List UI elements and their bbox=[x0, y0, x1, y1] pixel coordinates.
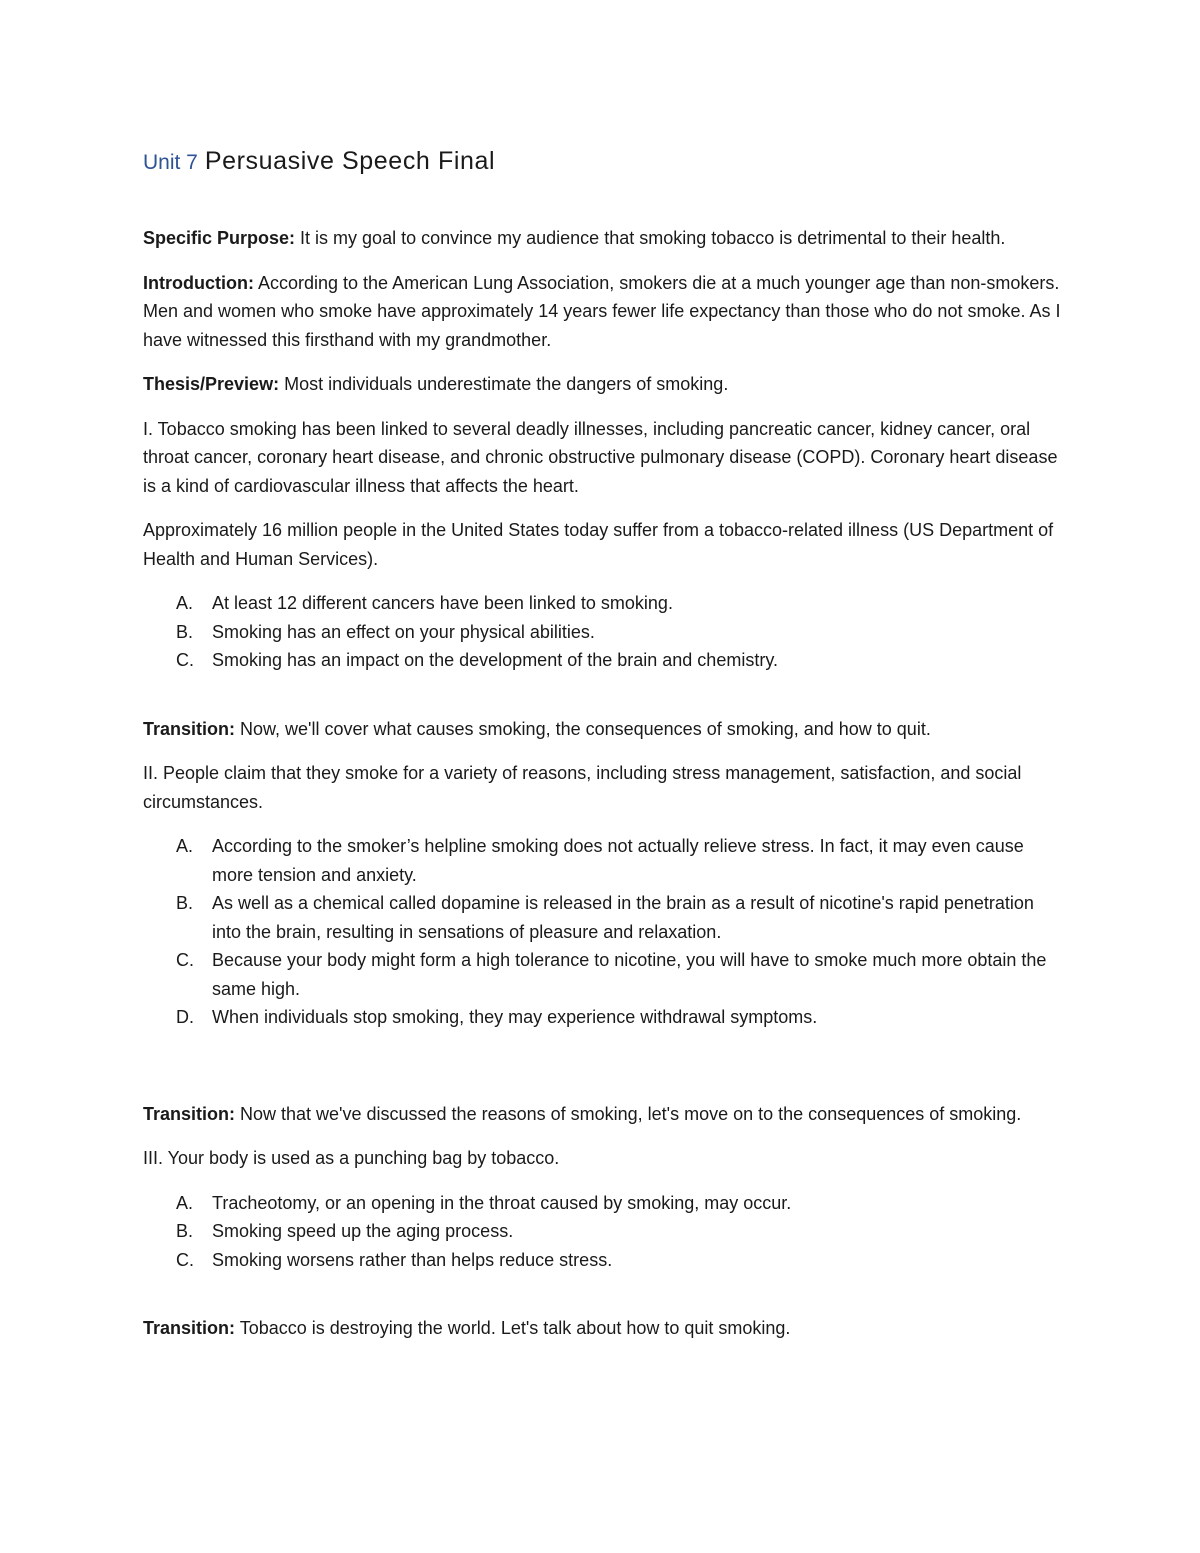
main-point-1-statistic: Approximately 16 million people in the United States today suffer from a tobacco-related illness (US Department of Health and Human Services). bbox=[143, 520, 1054, 569]
thesis-text: Most individuals underestimate the dangers of smoking. bbox=[279, 374, 729, 394]
list-item bbox=[143, 1246, 1063, 1275]
list-item-text: Smoking has an impact on the development of the brain and chemistry. bbox=[212, 650, 778, 670]
list-marker: C. bbox=[176, 1249, 194, 1270]
list-item bbox=[143, 646, 1063, 675]
transition-1-text: Now, we'll cover what causes smoking, the consequences of smoking, and how to quit. bbox=[235, 718, 931, 739]
list-marker: C. bbox=[176, 950, 194, 970]
spacer bbox=[143, 691, 1063, 715]
list-item bbox=[143, 946, 1063, 1003]
list-marker: A. bbox=[176, 836, 194, 856]
list-item-text: Smoking has an effect on your physical abilities. bbox=[212, 621, 595, 642]
list-item-text: As well as a chemical called dopamine is released in the brain as a result of nicotine's rapid penetration into the brain, resulting in sensations of pleasure and relaxation. bbox=[212, 893, 1034, 942]
transition-3-text: Tobacco is destroying the world. Let's talk about how to quit smoking. bbox=[235, 1318, 791, 1338]
list-item-text: Because your body might form a high tolerance to nicotine, you will have to smoke much more obtain the same high. bbox=[212, 950, 1047, 999]
transition-1-label: Transition: bbox=[143, 718, 236, 739]
list-item bbox=[143, 889, 1063, 946]
title-unit: Unit 7 bbox=[143, 151, 198, 174]
specific-purpose-text: It is my goal to convince my audience that smoking tobacco is detrimental to their health. bbox=[295, 228, 1006, 248]
list-item bbox=[143, 618, 1063, 647]
list-marker: B. bbox=[176, 621, 194, 642]
transition-3-paragraph bbox=[143, 1314, 1063, 1343]
introduction-paragraph bbox=[143, 269, 1063, 355]
transition-2-paragraph bbox=[143, 1100, 1063, 1129]
list-marker: A. bbox=[176, 1192, 194, 1213]
main-point-1: I. Tobacco smoking has been linked to several deadly illnesses, including pancreatic cancer, kidney cancer, oral throat cancer, coronary heart disease, and chronic obstructive pulmonary disease (COPD). Coronary heart disease is a kind of cardiovascular illness that affects the heart. bbox=[143, 418, 1058, 496]
title-main: Persuasive Speech Final bbox=[204, 147, 496, 175]
introduction-label: Introduction: bbox=[143, 272, 254, 293]
list-item-text: At least 12 different cancers have been linked to smoking. bbox=[212, 593, 673, 613]
list-item-text: Smoking speed up the aging process. bbox=[212, 1221, 514, 1241]
main-point-3: III. Your body is used as a punching bag by tobacco. bbox=[143, 1148, 560, 1168]
list-marker: D. bbox=[176, 1007, 194, 1027]
list-item bbox=[143, 589, 1063, 618]
list-marker: B. bbox=[176, 893, 194, 913]
introduction-text: According to the American Lung Association, smokers die at a much younger age than non-smokers. Men and women who smoke have approximately 14 years fewer life expectancy than those who do not smoke. As I have witnessed this firsthand with my grandmother. bbox=[143, 272, 1061, 350]
list-item bbox=[143, 1003, 1063, 1032]
transition-3-label: Transition: bbox=[143, 1318, 236, 1338]
document-body bbox=[143, 224, 1063, 1359]
list-marker: C. bbox=[176, 650, 194, 670]
list-item-text: When individuals stop smoking, they may experience withdrawal symptoms. bbox=[212, 1007, 818, 1027]
document-title bbox=[143, 144, 495, 180]
spacer bbox=[143, 1048, 1063, 1100]
thesis-label: Thesis/Preview: bbox=[143, 374, 280, 394]
transition-1-paragraph bbox=[143, 715, 1063, 744]
list-marker: A. bbox=[176, 593, 194, 613]
list-marker: B. bbox=[176, 1221, 194, 1241]
list-item bbox=[143, 1217, 1063, 1246]
subpoint-list-2 bbox=[143, 832, 1063, 1032]
specific-purpose-paragraph bbox=[143, 224, 1063, 253]
main-point-2: II. People claim that they smoke for a variety of reasons, including stress management, satisfaction, and social circumstances. bbox=[143, 763, 1022, 812]
spacer bbox=[143, 1290, 1063, 1314]
thesis-paragraph bbox=[143, 370, 1063, 399]
list-item-text: According to the smoker’s helpline smoking does not actually relieve stress. In fact, it may even cause more tension and anxiety. bbox=[212, 836, 1024, 885]
list-item-text: Smoking worsens rather than helps reduce stress. bbox=[212, 1249, 613, 1270]
transition-2-text: Now that we've discussed the reasons of smoking, let's move on to the consequences of smoking. bbox=[235, 1103, 1022, 1124]
list-item-text: Tracheotomy, or an opening in the throat caused by smoking, may occur. bbox=[212, 1192, 792, 1213]
transition-2-label: Transition: bbox=[143, 1103, 236, 1124]
subpoint-list-3 bbox=[143, 1189, 1063, 1275]
specific-purpose-label: Specific Purpose: bbox=[143, 228, 296, 248]
list-item bbox=[143, 832, 1063, 889]
subpoint-list-1 bbox=[143, 589, 1063, 675]
list-item bbox=[143, 1189, 1063, 1218]
